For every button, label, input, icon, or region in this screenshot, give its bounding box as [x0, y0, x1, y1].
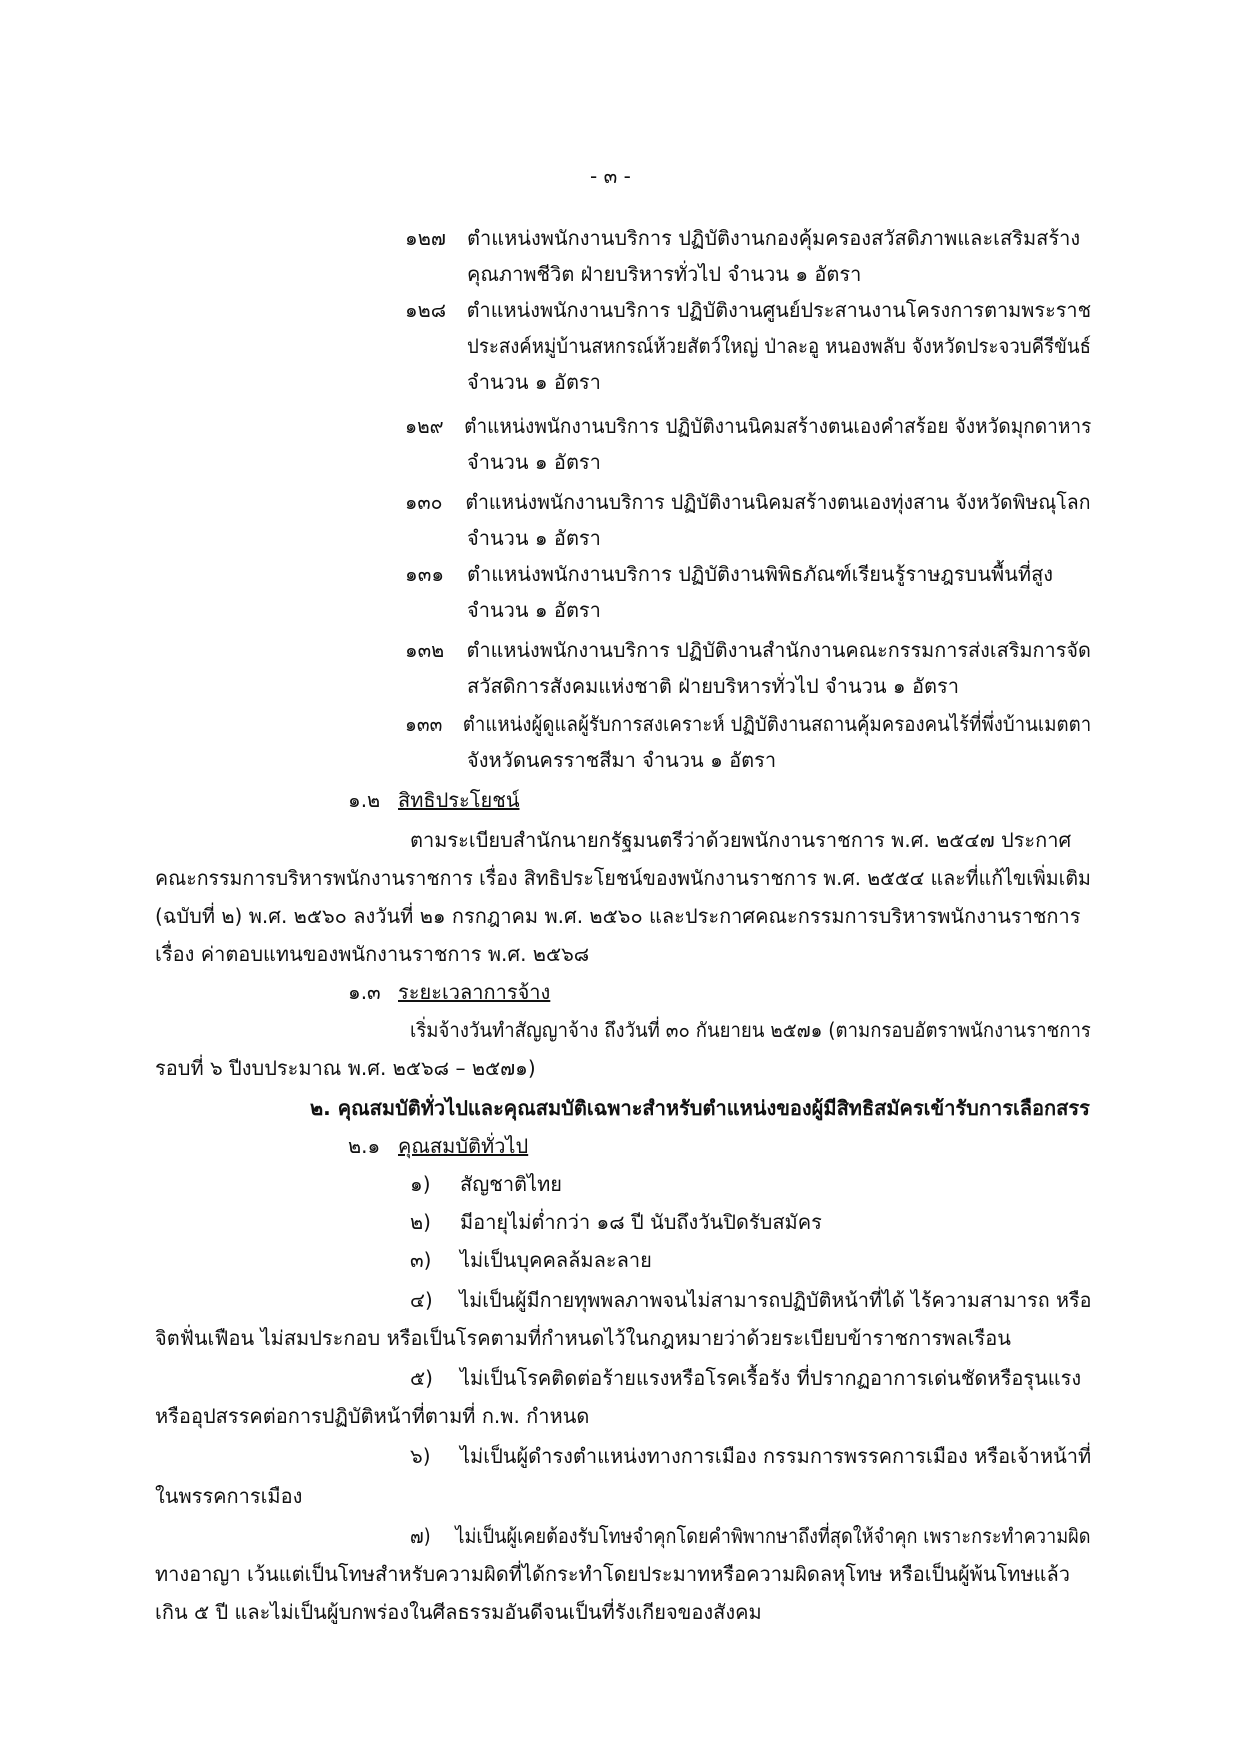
- item-text: สัญชาติไทย: [460, 1172, 563, 1196]
- item-text: ไม่เป็นผู้ดำรงตำแหน่งทางการเมือง กรรมการพรรคการเมือง หรือเจ้าหน้าที่: [460, 1444, 1092, 1468]
- page-number: - ๓ -: [590, 164, 631, 188]
- item-text: ตำแหน่งพนักงานบริการ ปฏิบัติงานกองคุ้มครองสวัสดิภาพและเสริมสร้าง: [467, 226, 1081, 250]
- item-text-cont: จำนวน ๑ อัตรา: [467, 526, 601, 550]
- item-text-cont: เกิน ๕ ปี และไม่เป็นผู้บกพร่องในศีลธรรมอันดีจนเป็นที่รังเกียจของสังคม: [155, 1600, 762, 1624]
- benefits-text: (ฉบับที่ ๒) พ.ศ. ๒๕๖๐ ลงวันที่ ๒๑ กรกฎาคม พ.ศ. ๒๕๖๐ และประกาศคณะกรรมการบริหารพนักงานราชการ: [155, 904, 1081, 928]
- section2-heading: ๒. คุณสมบัติทั่วไปและคุณสมบัติเฉพาะสำหรับตำแหน่งของผู้มีสิทธิสมัครเข้ารับการเลือกสรร: [310, 1096, 1090, 1120]
- item-text: ไม่เป็นผู้เคยต้องรับโทษจำคุกโดยคำพิพากษาถึงที่สุดให้จำคุก เพราะกระทำความผิด: [455, 1524, 1091, 1548]
- item-text-cont: สวัสดิการสังคมแห่งชาติ ฝ่ายบริหารทั่วไป จำนวน ๑ อัตรา: [467, 674, 959, 698]
- qualification-item: [410, 1360, 1081, 1396]
- position-item: [405, 484, 1090, 520]
- item-number: ๑๒๗: [405, 226, 446, 250]
- item-text-cont: จำนวน ๑ อัตรา: [467, 370, 601, 394]
- item-number: ๑๓๑: [405, 562, 445, 586]
- section2-sub-number: ๒.๑: [348, 1134, 381, 1158]
- qualification-item: [410, 1438, 1091, 1474]
- benefits-text: คณะกรรมการบริหารพนักงานราชการ เรื่อง สิทธิประโยชน์ของพนักงานราชการ พ.ศ. ๒๕๕๔ และที่แก้ไขเพิ่มเติม: [155, 866, 1091, 890]
- item-number: ๑๓๐: [405, 490, 443, 514]
- item-number: ๑๒๘: [405, 298, 447, 322]
- qualification-item: [410, 1166, 562, 1202]
- item-number: ๑๒๙: [405, 414, 444, 438]
- position-item: [405, 292, 1091, 328]
- item-text: มีอายุไม่ต่ำกว่า ๑๘ ปี นับถึงวันปิดรับสมัคร: [460, 1210, 822, 1234]
- item-text-cont: จังหวัดนครราชสีมา จำนวน ๑ อัตรา: [467, 748, 777, 772]
- section2-sub-heading: [348, 1128, 528, 1164]
- period-number: ๑.๓: [348, 980, 381, 1004]
- item-number: ๓): [410, 1248, 432, 1272]
- item-text: ตำแหน่งผู้ดูแลผู้รับการสงเคราะห์ ปฏิบัติงานสถานคุ้มครองคนไร้ที่พึ่งบ้านเมตตา: [462, 712, 1092, 736]
- qualification-item: [410, 1282, 1091, 1318]
- item-text-cont: จำนวน ๑ อัตรา: [467, 598, 601, 622]
- item-number: ๑๓๓: [405, 712, 443, 736]
- benefits-title: สิทธิประโยชน์: [398, 788, 520, 812]
- period-text: เริ่มจ้างวันทำสัญญาจ้าง ถึงวันที่ ๓๐ กันยายน ๒๕๗๑ (ตามกรอบอัตราพนักงานราชการ: [410, 1018, 1091, 1042]
- item-text-cont: คุณภาพชีวิต ฝ่ายบริหารทั่วไป จำนวน ๑ อัตรา: [467, 262, 862, 286]
- qualification-item: [410, 1518, 1091, 1554]
- benefits-heading: [348, 782, 519, 818]
- period-text: รอบที่ ๖ ปีงบประมาณ พ.ศ. ๒๕๖๘ – ๒๕๗๑): [155, 1056, 536, 1080]
- item-number: ๕): [410, 1366, 433, 1390]
- section2-sub-title: คุณสมบัติทั่วไป: [398, 1134, 529, 1158]
- item-text: ไม่เป็นบุคคลล้มละลาย: [460, 1248, 652, 1272]
- benefits-number: ๑.๒: [348, 788, 381, 812]
- item-number: ๑๓๒: [405, 638, 445, 662]
- position-item: [405, 220, 1080, 256]
- position-item: [405, 632, 1091, 668]
- benefits-text: เรื่อง ค่าตอบแทนของพนักงานราชการ พ.ศ. ๒๕๖๘: [155, 942, 590, 966]
- period-title: ระยะเวลาการจ้าง: [398, 980, 551, 1004]
- item-text-cont: ประสงค์หมู่บ้านสหกรณ์ห้วยสัตว์ใหญ่ ป่าละอู หนองพลับ จังหวัดประจวบคีรีขันธ์: [467, 334, 1091, 358]
- item-text: ไม่เป็นผู้มีกายทุพพลภาพจนไม่สามารถปฏิบัติหน้าที่ได้ ไร้ความสามารถ หรือ: [459, 1288, 1092, 1312]
- item-number: ๖): [410, 1444, 431, 1468]
- benefits-text: ตามระเบียบสำนักนายกรัฐมนตรีว่าด้วยพนักงานราชการ พ.ศ. ๒๕๔๗ ประกาศ: [410, 828, 1072, 852]
- item-number: ๗): [410, 1524, 431, 1548]
- item-text-cont: หรืออุปสรรคต่อการปฏิบัติหน้าที่ตามที่ ก.พ. กำหนด: [155, 1404, 590, 1428]
- item-text: ตำแหน่งพนักงานบริการ ปฏิบัติงานนิคมสร้างตนเองทุ่งสาน จังหวัดพิษณุโลก: [465, 490, 1091, 514]
- item-number: ๒): [410, 1210, 431, 1234]
- qualification-item: [410, 1242, 652, 1278]
- position-item: [405, 408, 1091, 444]
- item-number: ๔): [410, 1288, 433, 1312]
- item-text-cont: ในพรรคการเมือง: [155, 1484, 303, 1508]
- item-text-cont: จำนวน ๑ อัตรา: [467, 450, 601, 474]
- item-text: ตำแหน่งพนักงานบริการ ปฏิบัติงานนิคมสร้างตนเองคำสร้อย จังหวัดมุกดาหาร: [464, 414, 1092, 438]
- position-item: [405, 556, 1053, 592]
- item-number: ๑): [410, 1172, 431, 1196]
- item-text: ไม่เป็นโรคติดต่อร้ายแรงหรือโรคเรื้อรัง ที่ปรากฏอาการเด่นชัดหรือรุนแรง: [460, 1366, 1082, 1390]
- period-heading: [348, 974, 550, 1010]
- qualification-item: [410, 1204, 822, 1240]
- item-text: ตำแหน่งพนักงานบริการ ปฏิบัติงานพิพิธภัณฑ์เรียนรู้ราษฎรบนพื้นที่สูง: [467, 562, 1054, 586]
- item-text-cont: ทางอาญา เว้นแต่เป็นโทษสำหรับความผิดที่ได้กระทำโดยประมาทหรือความผิดลหุโทษ หรือเป็นผู้พ้นโทษแล้ว: [155, 1562, 1071, 1586]
- position-item: [405, 706, 1091, 742]
- item-text: ตำแหน่งพนักงานบริการ ปฏิบัติงานสำนักงานคณะกรรมการส่งเสริมการจัด: [466, 638, 1091, 662]
- item-text-cont: จิตฟั่นเฟือน ไม่สมประกอบ หรือเป็นโรคตามที่กำหนดไว้ในกฎหมายว่าด้วยระเบียบข้าราชการพลเรือน: [155, 1326, 1011, 1350]
- item-text: ตำแหน่งพนักงานบริการ ปฏิบัติงานศูนย์ประสานงานโครงการตามพระราช: [466, 298, 1092, 322]
